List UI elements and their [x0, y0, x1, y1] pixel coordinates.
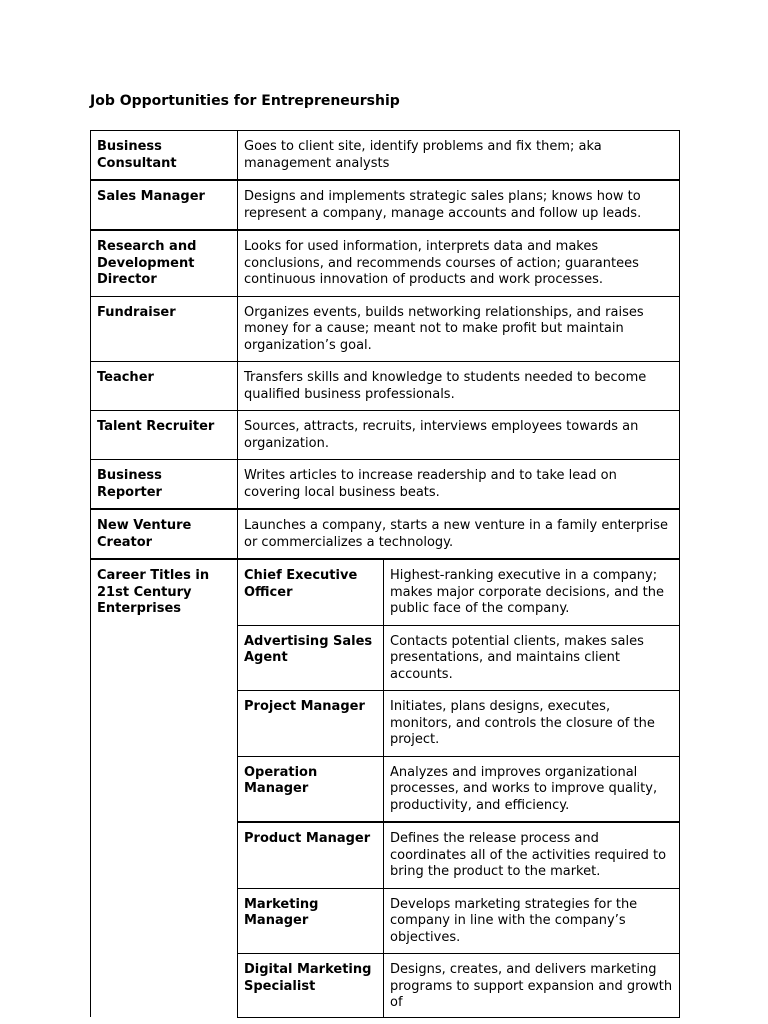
career-title-cell: Chief Executive Officer — [238, 559, 384, 625]
table-row — [91, 180, 680, 230]
career-title-cell: Operation Manager — [238, 756, 384, 822]
job-description-cell: Sources, attracts, recruits, interviews employees towards an organization. — [238, 411, 680, 460]
career-title-cell: Digital Marketing Specialist — [238, 954, 384, 1018]
table-row — [91, 131, 680, 181]
job-title-cell: Talent Recruiter — [91, 411, 238, 460]
career-title-cell: Marketing Manager — [238, 888, 384, 954]
job-description-cell: Looks for used information, interprets data and makes conclusions, and recommends courses of action; guarantees continuous innovation of products and work processes. — [238, 230, 680, 296]
career-description-cell: Highest-ranking executive in a company; makes major corporate decisions, and the public face of the company. — [384, 559, 680, 625]
table-row — [91, 230, 680, 296]
job-description-cell: Writes articles to increase readership and to take lead on covering local business beats. — [238, 460, 680, 510]
document-title: Job Opportunities for Entrepreneurship — [90, 93, 400, 109]
table-row — [91, 509, 680, 559]
job-description-cell: Launches a company, starts a new venture in a family enterprise or commercializes a technology. — [238, 509, 680, 559]
career-title-cell: Product Manager — [238, 822, 384, 888]
job-title-cell: Fundraiser — [91, 296, 238, 362]
job-title-cell: Research and Development Director — [91, 230, 238, 296]
career-description-cell: Initiates, plans designs, executes, monitors, and controls the closure of the project. — [384, 691, 680, 757]
job-title-cell: New Venture Creator — [91, 509, 238, 559]
job-description-cell: Transfers skills and knowledge to students needed to become qualified business professionals. — [238, 362, 680, 411]
table-row — [91, 362, 680, 411]
career-title-cell: Project Manager — [238, 691, 384, 757]
career-description-cell: Develops marketing strategies for the company in line with the company’s objectives. — [384, 888, 680, 954]
career-description-cell: Designs, creates, and delivers marketing programs to support expansion and growth of — [384, 954, 680, 1018]
career-titles-heading-cell: Career Titles in 21st Century Enterprises — [91, 559, 238, 1017]
career-description-cell: Defines the release process and coordinates all of the activities required to bring the product to the market. — [384, 822, 680, 888]
table-row — [91, 460, 680, 510]
job-opportunities-table — [90, 130, 680, 1018]
job-title-cell: Teacher — [91, 362, 238, 411]
job-description-cell: Goes to client site, identify problems and fix them; aka management analysts — [238, 131, 680, 181]
job-title-cell: Sales Manager — [91, 180, 238, 230]
job-description-cell: Organizes events, builds networking relationships, and raises money for a cause; meant not to make profit but maintain organization’s goal. — [238, 296, 680, 362]
job-title-cell: Business Consultant — [91, 131, 238, 181]
table-row — [91, 411, 680, 460]
table-row — [91, 296, 680, 362]
career-description-cell: Analyzes and improves organizational processes, and works to improve quality, productivity, and efficiency. — [384, 756, 680, 822]
job-description-cell: Designs and implements strategic sales plans; knows how to represent a company, manage accounts and follow up leads. — [238, 180, 680, 230]
job-title-cell: Business Reporter — [91, 460, 238, 510]
career-description-cell: Contacts potential clients, makes sales presentations, and maintains client accounts. — [384, 625, 680, 691]
table-row — [91, 559, 680, 625]
career-title-cell: Advertising Sales Agent — [238, 625, 384, 691]
